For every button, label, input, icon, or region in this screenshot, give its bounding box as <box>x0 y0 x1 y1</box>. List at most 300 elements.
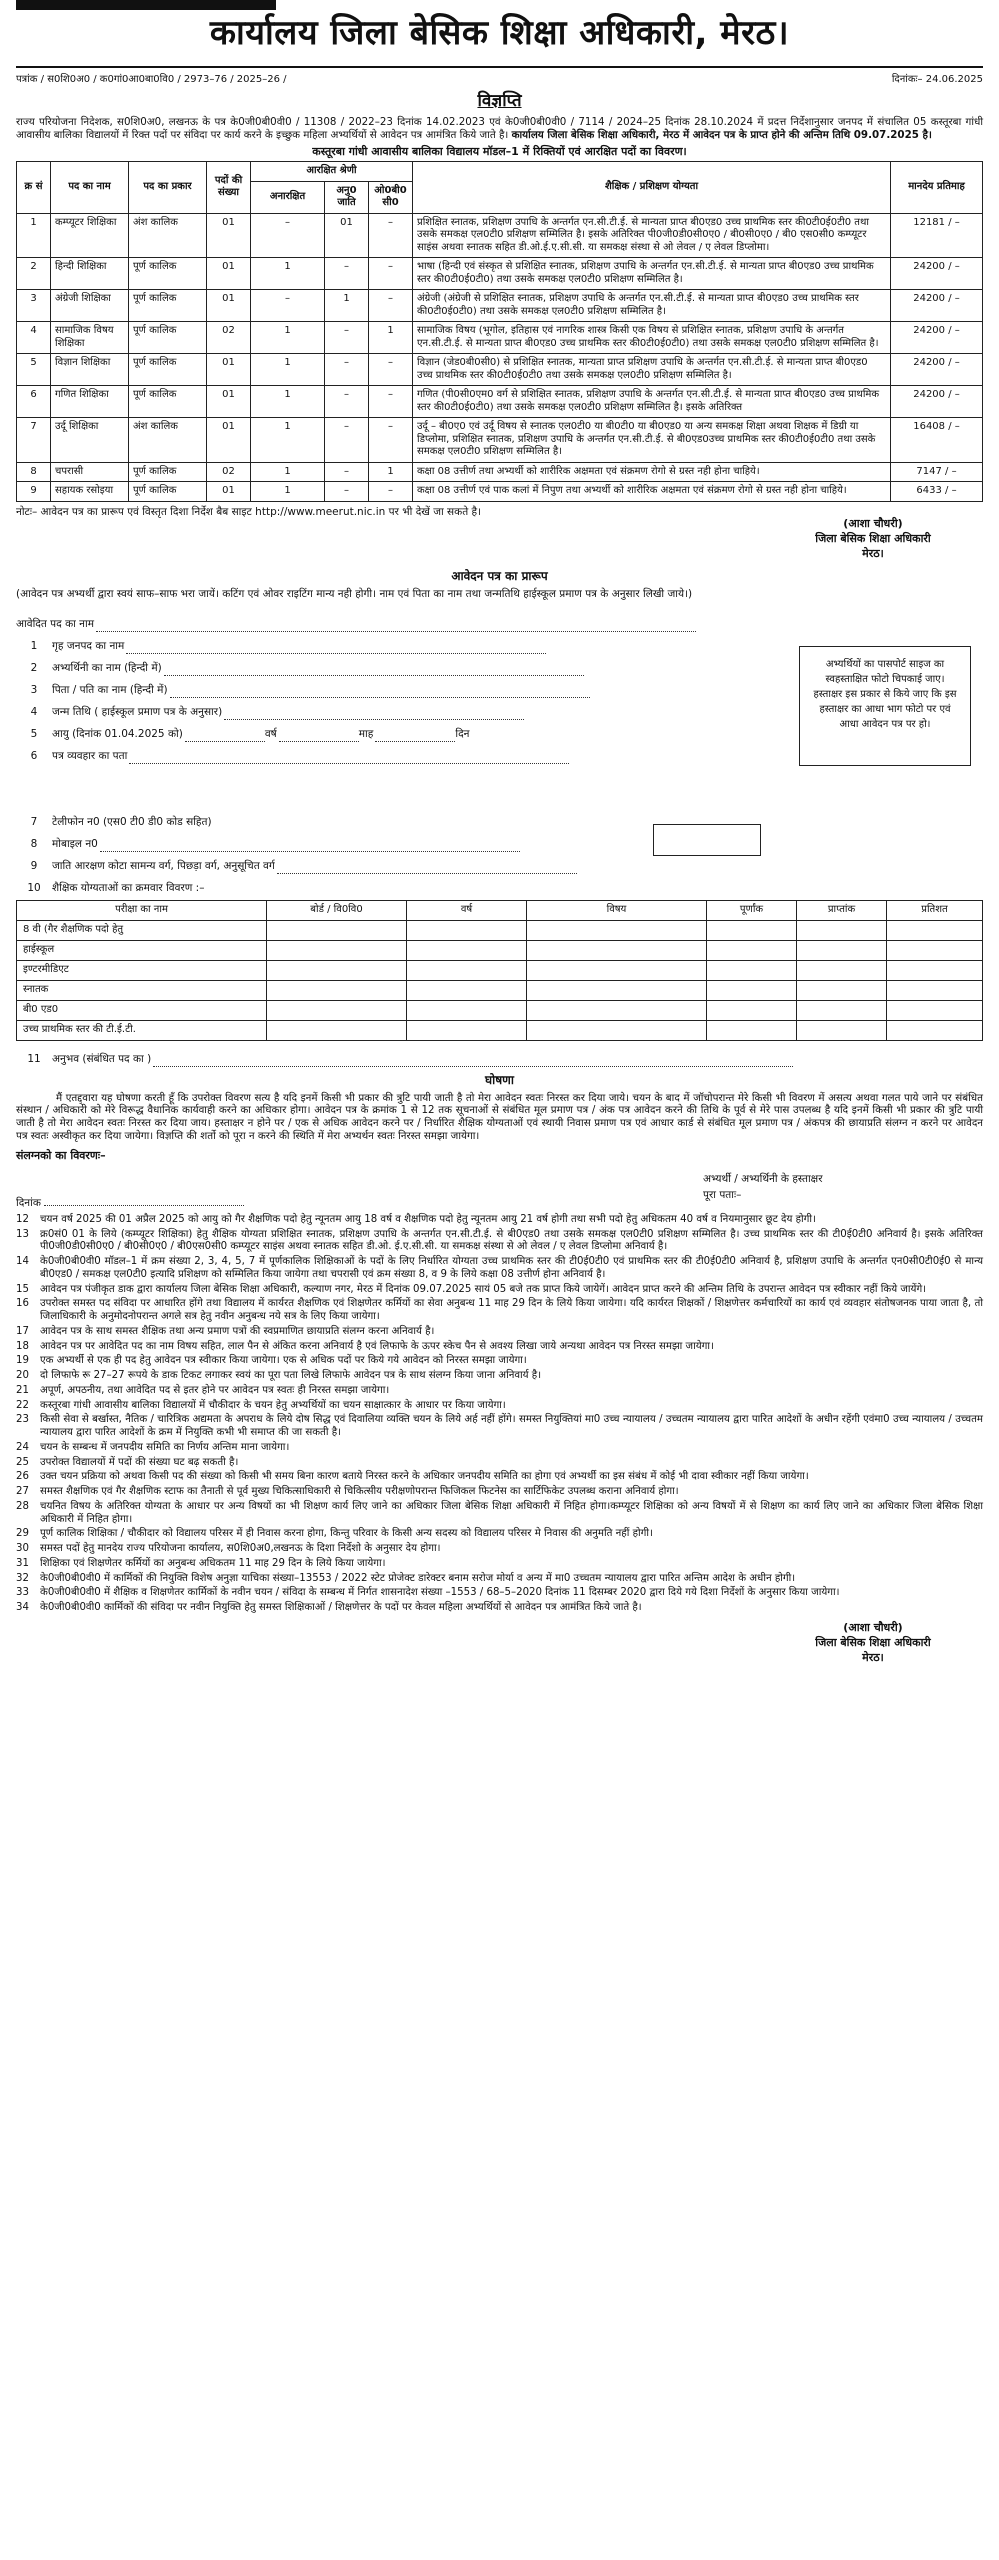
education-cell[interactable] <box>887 920 983 940</box>
vacancy-table-body <box>17 213 983 501</box>
education-row <box>17 960 983 980</box>
intro-text: राज्य परियोजना निदेशक, स0शि0अ0, लखनऊ के पत्र के0जी0बी0वी0 / 11308 / 2022–23 दिनांक 14.02.2023 एवं के0जी0बी0वी0 / 7114 / 2024–25 दिनांक 28.10.2024 में प्रदत्त निर्देशानुसार जनपद में संचालित 05 कस्तूरबा गांधी आवासीय बालिका विद्यालयों में रिक्त पदों पर संविदा पर कार्य करने के इच्छुक महिला अभ्यर्थियों से आवेदन पत्र आमंत्रित किये जाते है। <box>16 115 983 141</box>
rule-number: 33 <box>16 1587 29 1599</box>
rule-text: उपरोक्त विद्यालयों में पदों की संख्या घट बढ़ सकती है। <box>40 1456 239 1468</box>
row-honorarium: 7147 / – <box>891 462 983 482</box>
row-count: 01 <box>207 482 251 502</box>
education-cell[interactable] <box>797 1020 887 1040</box>
form-field-label: जन्म तिथि ( हाईस्कूल प्रमाण पत्र के अनुसार) <box>52 706 223 719</box>
rule-number: 34 <box>16 1602 29 1614</box>
row-type: पूर्ण कालिक <box>129 290 207 322</box>
education-cell[interactable] <box>527 980 707 1000</box>
row-honorarium: 16408 / – <box>891 418 983 463</box>
rule-number: 13 <box>16 1228 29 1240</box>
col-unreserved: अनारक्षित <box>251 181 325 213</box>
row-type: अंश कालिक <box>129 213 207 258</box>
rule-number: 16 <box>16 1298 29 1310</box>
declaration-text: मैं एतद्द्वारा यह घोषणा करती हूँ कि उपरोक्त विवरण सत्य है यदि इनमें किसी भी प्रकार की त्रुटि पायी जाती है तो मेरा आवेदन स्वतः निरस्त कर दिया जाये। चयन के बाद में जॉचोपरान्त मेरे किसी भी विवरण में असत्य अथवा गलत पाये जाने पर संबंधित संस्थान / अधिकारी को मेरे विरूद्ध वैधानिक कार्यवाही करने का अधिकार होगा। आवेदन पत्र के क्रमांक 1 से 12 तक सूचनाओं से संबंधित मूल प्रमाण पत्र / अंक पत्र आवेदन करने की तिथि के पूर्व से मेरे पास उपलब्ध है यदि इनमें किसी भी प्रकार की त्रुटि पायी जाती है तो मेरा आवेदन स्वतः निरस्त कर दिया जाय। हस्ताक्षर न होने पर / एक से अधिक आवेदन करने पर / निर्धारित शैक्षिक योग्यताओं एवं स्थायी निवास प्रमाण पत्र एवं आधार कार्ड से संबंधित मूल प्रमाण पत्र / अंकपत्र की छायाप्रति संलग्न न करने पर आवेदन पत्र स्वतः अस्वीकृत कर दिया जायेगा। विज्ञप्ति की शर्तो को पूरा न करने की स्थिति में मेरा अभ्यर्थन स्वतः निरस्त समझा जायेगा। <box>16 1091 983 1143</box>
row-type: पूर्ण कालिक <box>129 354 207 386</box>
education-col-header: विषय <box>527 900 707 920</box>
vacancy-row <box>17 290 983 322</box>
form-field-num: 9 <box>30 860 38 873</box>
row-honorarium: 24200 / – <box>891 354 983 386</box>
education-cell[interactable] <box>527 960 707 980</box>
row-sno: 8 <box>17 462 51 482</box>
form-field-input[interactable] <box>129 752 569 764</box>
rule-number: 28 <box>16 1500 29 1512</box>
notice-intro <box>16 116 983 142</box>
education-cell[interactable] <box>797 980 887 1000</box>
row-count: 01 <box>207 290 251 322</box>
age-year-label: वर्ष <box>264 728 277 741</box>
rule-number: 21 <box>16 1384 29 1396</box>
experience-label: अनुभव (संबंधित पद का ) <box>52 1053 152 1066</box>
rule-text: क्र0सं0 01 के लिये (कम्प्यूटर शिक्षिका) हेतु शैक्षिक योग्यता प्रशिक्षित स्नातक, प्रशिक्षण उपाधि के अन्तर्गत एन.सी.टी.ई. से बी0एड0 तथा उसके समकक्ष एल0टी0 प्रशिक्षण सम्मिलित है। उच्च प्राथमिक स्तर की टी0ई0टी0 अनिवार्य है। इसके अतिरिक्त पी0जी0डी0सी0ए0 / बी0सी0ए0 / बी0एस0सी0 कम्प्यूटर साइंस अथवा स्नातक सहित डी.ओ. ई.ए.सी.सी. या समकक्ष संस्था से ओ लेवल / ए लेवल डिप्लोमा अनिवार्य है। <box>40 1228 983 1253</box>
declaration-title: घोषणा <box>485 1072 514 1087</box>
rule-text: दो लिफाफे रू 27–27 रूपये के डाक टिकट लगाकर स्वयं का पूरा पता लिखे लिफाफे आवेदन पत्र के साथ संलग्न किया जाना अनिवार्य है। <box>40 1370 542 1382</box>
row-unreserved: – <box>251 213 325 258</box>
declaration-date-field[interactable] <box>44 1205 244 1206</box>
row-unreserved: 1 <box>251 354 325 386</box>
form-field-row <box>16 808 983 830</box>
rule-number: 24 <box>16 1441 29 1453</box>
rule-text: आवेदन पत्र पंजीकृत डाक द्वारा कार्यालय जिला बेसिक शिक्षा अधिकारी, कल्याण नगर, मेरठ में दिनांक 09.07.2025 सायं 05 बजे तक प्राप्त किये जायेगें। आवेदन प्राप्त करने की अन्तिम तिथि के उपरान्त आवेदन पत्र स्वीकार नहीं किये जायेंगे। <box>40 1283 927 1295</box>
rule-item <box>16 1284 983 1297</box>
education-cell[interactable] <box>407 920 527 940</box>
rule-text: चयनित विषय के अतिरिक्त योग्यता के आधार पर अन्य विषयों का भी शिक्षण कार्य लिए जाने का अधिकार जिला बेसिक शिक्षा अधिकारी में निहित होगा।कम्प्यूटर शिक्षिका को अन्य विषयों में से शिक्षण का कार्य लिए जाने का अधिकार जिला बेसिक शिक्षा अधिकारी में निहित होगा। <box>40 1500 983 1525</box>
form-field-label: जाति आरक्षण कोटा सामन्य वर्ग, पिछड़ा वर्ग, अनुसूचित वर्ग <box>52 860 275 873</box>
education-col-header: बोर्ड / वि0वि0 <box>267 900 407 920</box>
rule-text: के0जी0बी0वी0 में शैक्षिक व शिक्षणेतर कार्मिकों के नवीन चयन / संविदा के सम्बन्ध में निर्गत शासनादेश संख्या –1553 / 68–5–2020 दिनांक 11 दिसम्बर 2020 द्वारा दिये गये दिशा निर्देशों के अनुसार किया जायेगा। <box>40 1587 840 1599</box>
form-field-label: मोबाइल न0 <box>52 838 98 851</box>
row-sc: – <box>325 386 369 418</box>
rule-item <box>16 1385 983 1398</box>
rule-text: समस्त शैक्षणिक एवं गैर शैक्षणिक स्टाफ का तैनाती से पूर्व मुख्य चिकित्साधिकारी से चिकित्सीय परीक्षणोपरान्त फिजिकल फिटनेस का सार्टिफिकेट उपलब्ध कराना अनिवार्य होगा। <box>40 1486 679 1498</box>
rule-text: कस्तूरबा गांधी आवासीय बालिका विद्यालयों में चौकीदार के चयन हेतु अभ्यर्थियों का चयन साक्षात्कार के आधार पर किया जायेगा। <box>40 1399 506 1411</box>
form-title: आवेदन पत्र का प्रारूप <box>451 569 548 584</box>
row-type: पूर्ण कालिक <box>129 258 207 290</box>
col-qualification: शैक्षिक / प्रशिक्षण योग्यता <box>413 162 891 214</box>
rule-item <box>16 1298 983 1324</box>
row-count: 01 <box>207 354 251 386</box>
education-cell[interactable] <box>407 980 527 1000</box>
row-honorarium: 6433 / – <box>891 482 983 502</box>
vacancy-table <box>16 161 983 502</box>
row-count: 02 <box>207 322 251 354</box>
row-unreserved: 1 <box>251 482 325 502</box>
education-cell[interactable] <box>407 940 527 960</box>
row-type: पूर्ण कालिक <box>129 386 207 418</box>
row-sno: 5 <box>17 354 51 386</box>
row-qualification: प्रशिक्षित स्नातक, प्रशिक्षण उपाधि के अन्तर्गत एन.सी.टी.ई. से मान्यता प्राप्त बी0एड0 उच्च प्राथमिक स्तर की0टी0ई0टी0 तथा उसके समकक्ष एल0टी0 प्रशिक्षण सम्मिलित है। इसके अतिरिक्त पी0जी0डी0सी0ए0 / बी0सी0ए0 / बी0 एस0सी0 कम्प्यूटर साइंस अथवा स्नातक सहित डी.ओ.ई.ए.सी.सी. या समकक्ष संस्था से ओ लेवल / ए लेवल डिप्लोमा। <box>413 213 891 258</box>
rule-number: 15 <box>16 1283 29 1295</box>
rule-number: 20 <box>16 1370 29 1382</box>
col-sno: क्र सं <box>17 162 51 214</box>
education-cell[interactable] <box>797 1000 887 1020</box>
form-field-label: आयु (दिनांक 01.04.2025 को) <box>52 728 183 741</box>
row-count: 02 <box>207 462 251 482</box>
row-sc: – <box>325 322 369 354</box>
post-applied-row <box>16 610 983 632</box>
row-type: पूर्ण कालिक <box>129 462 207 482</box>
rule-text: अपूर्ण, अपठनीय, तथा आवेदित पद से इतर होने पर आवेदन पत्र स्वतः ही निरस्त समझा जायेगा। <box>40 1384 390 1396</box>
row-unreserved: 1 <box>251 462 325 482</box>
education-cell[interactable] <box>527 940 707 960</box>
education-col-header: प्रतिशत <box>887 900 983 920</box>
notice-title: विज्ञप्ति <box>477 90 522 111</box>
education-cell[interactable] <box>407 1020 527 1040</box>
rule-text: के0जी0बी0वी0 में कार्मिकों की नियुक्ति विशेष अनुज्ञा याचिका संख्या–13553 / 2022 स्टेट प्रोजेक्ट डारेक्टर बनाम सरोज मोर्या व अन्य में मा0 उच्चतम न्यायालय द्वारा पारित अन्तिम आदेश के अधीन होगी। <box>40 1572 796 1584</box>
rule-item <box>16 1587 983 1600</box>
rule-number: 29 <box>16 1528 29 1540</box>
experience-field[interactable] <box>153 1055 793 1067</box>
vacancy-row <box>17 258 983 290</box>
row-sno: 1 <box>17 213 51 258</box>
education-exam-name: बी0 एड0 <box>17 1000 267 1020</box>
row-unreserved: 1 <box>251 386 325 418</box>
row-post: सहायक रसोइया <box>51 482 129 502</box>
rule-item <box>16 1501 983 1527</box>
rule-item <box>16 1256 983 1282</box>
education-cell[interactable] <box>267 920 407 940</box>
vacancy-row <box>17 354 983 386</box>
education-cell[interactable] <box>267 1020 407 1040</box>
row-count: 01 <box>207 213 251 258</box>
row-obc: – <box>369 386 413 418</box>
age-month-label: माह <box>358 728 374 741</box>
photo-box: अभ्यर्थियों का पासपोर्ट साइज का स्वहस्ताक्षित फोटो चिपकाई जाए। हस्ताक्षर इस प्रकार से किये जाए कि इस हस्ताक्षर का आधा भाग फोटो पर एवं आधा आवेदन पत्र पर हो। <box>799 646 971 766</box>
row-obc: – <box>369 482 413 502</box>
rule-number: 26 <box>16 1471 29 1483</box>
row-unreserved: 1 <box>251 258 325 290</box>
rule-number: 22 <box>16 1399 29 1411</box>
education-row <box>17 1000 983 1020</box>
row-sc: 1 <box>325 290 369 322</box>
form-field-input[interactable] <box>164 664 584 676</box>
officer-name: (आशा चौधरी) <box>843 516 903 530</box>
education-cell[interactable] <box>797 940 887 960</box>
candidate-signature-block <box>703 1171 983 1210</box>
row-obc: – <box>369 418 413 463</box>
form-field-input[interactable] <box>224 708 524 720</box>
age-month-field[interactable] <box>279 730 359 742</box>
vacancy-row <box>17 386 983 418</box>
rule-number: 14 <box>16 1256 29 1268</box>
officer-name-bottom: (आशा चौधरी) <box>843 1620 903 1634</box>
post-applied-label: आवेदित पद का नाम <box>16 618 95 631</box>
education-cell[interactable] <box>887 960 983 980</box>
age-year-field[interactable] <box>185 730 265 742</box>
education-cell[interactable] <box>797 960 887 980</box>
rule-item <box>16 1528 983 1541</box>
form-field-num: 5 <box>30 728 38 741</box>
education-exam-name: 8 वी (गैर शैक्षणिक पदो हेतु <box>17 920 267 940</box>
row-sc: – <box>325 482 369 502</box>
rule-text: के0जी0बी0वी0 मॉडल–1 में क्रम संख्या 2, 3, 4, 5, 7 में पूर्णकालिक शिक्षिकाओं के पदों के लिए निर्धारित योग्यता उच्च प्राथमिक स्तर की टी0ई0टी0 एवं प्राथमिक स्तर की टी0ई0टी0 अनिवार्य है, प्रशिक्षण उपाधि के अन्तर्गत एन0सी0टी0ई0 से मान्य बी0एड0 / समकक्ष एल0टी0 इत्यादि प्रशिक्षण को सम्मिलित किया जायेगा तथा चपरासी एवं क्रम संख्या 8, व 9 के लिये कक्षा 08 उत्तीर्ण होना अनिवार्य है। <box>40 1256 983 1280</box>
education-cell[interactable] <box>707 940 797 960</box>
row-obc: 1 <box>369 462 413 482</box>
vacancy-header-row <box>17 162 983 182</box>
rule-number: 30 <box>16 1543 29 1555</box>
education-cell[interactable] <box>707 960 797 980</box>
col-sc: अनु0 जाति <box>325 181 369 213</box>
form-field-label: गृह जनपद का नाम <box>52 640 125 653</box>
row-post: कम्प्यूटर शिक्षिका <box>51 213 129 258</box>
row-sc: – <box>325 418 369 463</box>
rule-text: चयन के सम्बन्ध में जनपदीय समिति का निर्णय अन्तिम माना जायेगा। <box>40 1441 290 1453</box>
officer-signature-bottom <box>763 1621 983 1666</box>
officer-place: मेरठ। <box>862 546 884 560</box>
rule-text: चयन वर्ष 2025 की 01 अप्रैल 2025 को आयु को गैर शैक्षणिक पदो हेतु न्यूनतम आयु 18 वर्ष व शैक्षणिक पदो हेतु न्यूनतम आयु 21 वर्ष होगी तथा सभी पदो हेतु अधिकतम 40 वर्ष व नियमानुसार छूट देय होगी। <box>40 1213 816 1225</box>
row-obc: – <box>369 213 413 258</box>
row-honorarium: 24200 / – <box>891 290 983 322</box>
row-unreserved: 1 <box>251 322 325 354</box>
education-exam-name: हाईस्कूल <box>17 940 267 960</box>
education-cell[interactable] <box>267 980 407 1000</box>
education-cell[interactable] <box>267 960 407 980</box>
education-col-header: प्राप्तांक <box>797 900 887 920</box>
vacancy-row <box>17 418 983 463</box>
education-cell[interactable] <box>527 1000 707 1020</box>
intro-deadline: कार्यालय जिला बेसिक शिक्षा अधिकारी, मेरठ में आवेदन पत्र के प्राप्त होने की अन्तिम तिथि 09.07.2025 है। <box>511 128 932 141</box>
row-count: 01 <box>207 418 251 463</box>
rule-number: 25 <box>16 1456 29 1468</box>
education-cell[interactable] <box>267 1000 407 1020</box>
form-field-num: 3 <box>30 684 38 697</box>
col-post: पद का नाम <box>51 162 129 214</box>
row-obc: – <box>369 354 413 386</box>
row-post: सामाजिक विषय शिक्षिका <box>51 322 129 354</box>
row-post: चपरासी <box>51 462 129 482</box>
rule-item <box>16 1229 983 1255</box>
rule-item <box>16 1341 983 1354</box>
form-field-label: अभ्यर्थिनी का नाम (हिन्दी में) <box>52 662 162 675</box>
row-obc: – <box>369 290 413 322</box>
row-sc: – <box>325 462 369 482</box>
rule-text: आवेदन पत्र के साथ समस्त शैक्षिक तथा अन्य प्रमाण पत्रों की स्वप्रमाणित छायाप्रति संलग्न करना अनिवार्य है। <box>40 1325 435 1337</box>
form-field-input[interactable] <box>170 686 590 698</box>
rule-item <box>16 1486 983 1499</box>
education-cell[interactable] <box>707 1000 797 1020</box>
form-field-row <box>16 830 983 852</box>
row-honorarium: 24200 / – <box>891 322 983 354</box>
experience-num: 11 <box>27 1053 41 1066</box>
rule-number: 31 <box>16 1557 29 1569</box>
rule-text: आवेदन पत्र पर आवेदित पद का नाम विषय सहित, लाल पैन से अंकित करना अनिवार्य है एवं लिफाफे के ऊपर स्केच पैन से अवश्य लिखा जाये अन्यथा आवेदन पत्र निरस्त समझा जायेगा। <box>40 1340 714 1352</box>
education-cell[interactable] <box>887 980 983 1000</box>
education-cell[interactable] <box>527 920 707 940</box>
form-field-num: 2 <box>30 662 38 675</box>
rule-item <box>16 1355 983 1368</box>
rule-number: 17 <box>16 1325 29 1337</box>
form-field-row <box>16 874 983 896</box>
office-title: कार्यालय जिला बेसिक शिक्षा अधिकारी, मेरठ। <box>209 12 790 53</box>
col-honorarium: मानदेय प्रतिमाह <box>891 162 983 214</box>
row-obc: – <box>369 258 413 290</box>
rule-item <box>16 1602 983 1615</box>
rule-number: 27 <box>16 1486 29 1498</box>
row-post: हिन्दी शिक्षिका <box>51 258 129 290</box>
officer-place-bottom: मेरठ। <box>862 1650 884 1664</box>
form-field-input[interactable] <box>100 840 520 852</box>
education-cell[interactable] <box>707 980 797 1000</box>
row-sno: 6 <box>17 386 51 418</box>
post-applied-field[interactable] <box>96 620 696 632</box>
form-field-num: 1 <box>30 640 38 653</box>
row-honorarium: 24200 / – <box>891 258 983 290</box>
col-count: पदों की संख्या <box>207 162 251 214</box>
rule-text: पूर्ण कालिक शिक्षिका / चौकीदार को विद्यालय परिसर में ही निवास करना होगा, किन्तु परिवार के किसी अन्य सदस्य को विद्यालय परिसर मे निवास की अनुमति नहीं होगी। <box>40 1528 653 1540</box>
form-field-row <box>16 852 983 874</box>
education-cell[interactable] <box>407 1000 527 1020</box>
education-cell[interactable] <box>797 920 887 940</box>
vacancy-row <box>17 462 983 482</box>
row-qualification: भाषा (हिन्दी एवं संस्कृत से प्रशिक्षित स्नातक, प्रशिक्षण उपाधि के अन्तर्गत एन.सी.टी.ई. से मान्यता प्राप्त बी0एड0 उच्च प्राथमिक स्तर की0टी0ई0टी0) तथा उसके समकक्ष एल0टी0 प्रशिक्षण सम्मिलित है। <box>413 258 891 290</box>
experience-row <box>16 1045 983 1067</box>
row-qualification: विज्ञान (जेड0बी0सी0) से प्रशिक्षित स्नातक, मान्यता प्राप्त प्रशिक्षण उपाधि के अन्तर्गत एन.सी.टी.ई. से मान्यता प्राप्त बी0एड0 उच्च प्राथमिक स्तर की0टी0ई0टी0 तथा उसके समकक्ष एल0टी0 प्रशिक्षण सम्मिलित है। <box>413 354 891 386</box>
age-day-field[interactable] <box>375 730 455 742</box>
rules-list <box>16 1214 983 1615</box>
row-sno: 4 <box>17 322 51 354</box>
rule-item <box>16 1558 983 1571</box>
education-col-header: परीक्षा का नाम <box>17 900 267 920</box>
education-row <box>17 920 983 940</box>
rule-item <box>16 1442 983 1455</box>
rule-number: 19 <box>16 1355 29 1367</box>
age-day-label: दिन <box>455 728 470 741</box>
row-qualification: सामाजिक विषय (भूगोल, इतिहास एवं नागरिक शास्त्र किसी एक विषय से प्रशिक्षित स्नातक, प्रशिक्षण उपाधि के अन्तर्गत एन.सी.टी.ई. से मान्यता प्राप्त बी0एड0 उच्च प्राथमिक स्तर की0टी0ई0टी0) तथा उसके समकक्ष एल0टी0 प्रशिक्षण सम्मिलित है। <box>413 322 891 354</box>
row-type: पूर्ण कालिक <box>129 482 207 502</box>
col-obc: ओ0बी0 सी0 <box>369 181 413 213</box>
rule-number: 18 <box>16 1340 29 1352</box>
row-count: 01 <box>207 258 251 290</box>
row-sc: – <box>325 258 369 290</box>
education-table-body <box>17 920 983 1040</box>
education-exam-name: स्नातक <box>17 980 267 1000</box>
form-field-num: 7 <box>30 816 38 829</box>
education-cell[interactable] <box>707 1020 797 1040</box>
rule-item <box>16 1400 983 1413</box>
banner-top-strip <box>16 0 276 10</box>
row-type: अंश कालिक <box>129 418 207 463</box>
row-qualification: अंग्रेजी (अंग्रेजी से प्रशिक्षित स्नातक, प्रशिक्षण उपाधि के अन्तर्गत एन.सी.टी.ई. से मान्यता प्राप्त बी0एड0 उच्च प्राथमिक स्तर की0टी0ई0टी0) तथा उसके समकक्ष एल0टी0 प्रशिक्षण सम्मिलित है। <box>413 290 891 322</box>
row-post: अंग्रेजी शिक्षिका <box>51 290 129 322</box>
row-qualification: गणित (पी0सी0एम0 वर्ग से प्रशिक्षित स्नातक, प्रशिक्षण उपाधि के अन्तर्गत एन.सी.टी.ई. से मान्यता प्राप्त बी0एड0 उच्च प्राथमिक स्तर की0टी0ई0टी0) तथा उसके समकक्ष एल0टी0 प्रशिक्षण सम्मिलित है। इसके अतिरिक्त <box>413 386 891 418</box>
vacancy-row <box>17 482 983 502</box>
row-sc: – <box>325 354 369 386</box>
rule-item <box>16 1370 983 1383</box>
education-cell[interactable] <box>527 1020 707 1040</box>
row-unreserved: – <box>251 290 325 322</box>
row-sno: 9 <box>17 482 51 502</box>
education-row <box>17 980 983 1000</box>
form-field-num: 10 <box>27 882 41 895</box>
notice-date: दिनांकः– 24.06.2025 <box>891 74 983 85</box>
declaration-date-label: दिनांक <box>16 1196 41 1209</box>
row-post: गणित शिक्षिका <box>51 386 129 418</box>
education-row <box>17 1020 983 1040</box>
rule-item <box>16 1414 983 1440</box>
education-table <box>16 900 983 1041</box>
declaration-date-row <box>16 1171 244 1210</box>
row-honorarium: 24200 / – <box>891 386 983 418</box>
application-form <box>16 610 983 896</box>
rule-text: के0जी0बी0वी0 कार्मिकों की संविदा पर नवीन नियुक्ति हेतु समस्त शिक्षिकाओं / शिक्षणेत्तर के पदों पर केवल महिला अभ्यर्थियों से आवेदन पत्र आमंत्रित किये जाते है। <box>40 1602 642 1614</box>
row-type: पूर्ण कालिक <box>129 322 207 354</box>
form-field-num: 8 <box>30 838 38 851</box>
office-banner <box>16 0 983 68</box>
row-qualification: उर्दू – बी0ए0 एवं उर्दू विषय से स्नातक एल0टी0 या बी0टी0 या बी0एड0 या अन्य समकक्ष शिक्षा अथवा शिक्षक में डिग्री या डिप्लोमा, प्रशिक्षित स्नातक, प्रशिक्षण उपाधि के अन्तर्गत एन.सी.टी.ई. से बी0एड0उच्च प्राथमिक स्तर की0टी0ई0टी0 तथा उसके समकक्ष एल0टी0 प्रशिक्षण सम्मिलित है। <box>413 418 891 463</box>
col-reserved: आरक्षित श्रेणी <box>251 162 413 182</box>
enclosures-label: संलग्नको का विवरणः– <box>16 1148 106 1162</box>
row-sno: 7 <box>17 418 51 463</box>
rule-item <box>16 1471 983 1484</box>
education-cell[interactable] <box>887 940 983 960</box>
rule-text: उक्त चयन प्रक्रिया को अथवा किसी पद की संख्या को किसी भी समय बिना कारण बताये निरस्त करने के अधिकार जनपदीय समिति का होगा एवं अभ्यर्थी का इस संबंध में कोई भी दावा स्वीकार नहीं किया जायेगा। <box>40 1471 809 1483</box>
row-sc: 01 <box>325 213 369 258</box>
rule-number: 12 <box>16 1213 29 1225</box>
education-cell[interactable] <box>707 920 797 940</box>
rule-number: 32 <box>16 1572 29 1584</box>
col-type: पद का प्रकार <box>129 162 207 214</box>
rule-text: एक अभ्यर्थी से एक ही पद हेतु आवेदन पत्र स्वीकार किया जायेगा। एक से अधिक पदों पर किये गये आवेदन को निरस्त समझा जायेगा। <box>40 1355 527 1367</box>
education-cell[interactable] <box>407 960 527 980</box>
form-field-num: 4 <box>30 706 38 719</box>
education-cell[interactable] <box>887 1000 983 1020</box>
rule-item <box>16 1326 983 1339</box>
officer-signature-top <box>763 517 983 562</box>
education-cell[interactable] <box>267 940 407 960</box>
rule-text: समस्त पदों हेतु मानदेय राज्य परियोजना कार्यालय, स0शि0अ0,लखनऊ के दिशा निर्देशो के अनुसार देय होगा। <box>40 1543 441 1555</box>
form-field-input[interactable] <box>126 642 546 654</box>
reference-line <box>16 74 983 87</box>
rule-text: शिक्षिका एवं शिक्षणेतर कर्मियों का अनुबन्ध अधिकतम 11 माह 29 दिन के लिये किया जायेगा। <box>40 1557 386 1569</box>
officer-designation-bottom: जिला बेसिक शिक्षा अधिकारी <box>815 1635 931 1649</box>
caste-box[interactable] <box>653 824 761 856</box>
education-cell[interactable] <box>887 1020 983 1040</box>
education-header-row <box>17 900 983 920</box>
row-post: उर्दू शिक्षिका <box>51 418 129 463</box>
education-exam-name: इण्टरमीडिएट <box>17 960 267 980</box>
rule-number: 23 <box>16 1414 29 1426</box>
rule-item <box>16 1543 983 1556</box>
row-obc: 1 <box>369 322 413 354</box>
form-field-input[interactable] <box>277 862 577 874</box>
rule-item <box>16 1214 983 1227</box>
row-sno: 2 <box>17 258 51 290</box>
vacancy-row <box>17 322 983 354</box>
education-col-header: वर्ष <box>407 900 527 920</box>
form-instruction: (आवेदन पत्र अभ्यर्थी द्वारा स्वयं साफ–साफ भरा जायें। कटिंग एवं ओवर राइटिंग मान्य नही होगी। नाम एवं पिता का नाम तथा जन्मतिथि हाईस्कूल प्रमाण पत्र के अनुसार लिखी जाये।) <box>16 588 693 601</box>
reference-number: पत्रांक / स0शि0अ0 / क0गां0आ0बा0वि0 / 2973–76 / 2025–26 / <box>16 74 287 85</box>
row-sno: 3 <box>17 290 51 322</box>
rule-item <box>16 1573 983 1586</box>
rule-text: किसी सेवा से बर्खास्त, नैतिक / चारित्रिक अद्यमता के अपराध के लिये दोष सिद्ध एवं दिवालिया व्यक्ति चयन के लिये अर्ह नहीं होंगे। समस्त नियुक्तियां मा0 उच्च न्यायालय / उच्चतम न्यायालय द्वारा पारित आदेशों के अधीन रहेंगी एवंमा0 उच्च न्यायालय / उच्चतम न्यायालय द्वारा पारित आदेशों के क्रम में नियुक्ति कभी भी समाप्त की जा सकती है। <box>40 1414 983 1439</box>
form-field-label: पत्र व्यवहार का पता <box>52 750 128 763</box>
education-exam-name: उच्च प्राथमिक स्तर की टी.ई.टी. <box>17 1020 267 1040</box>
form-field-num: 6 <box>30 750 38 763</box>
candidate-signature-area <box>16 1171 983 1210</box>
rule-text: उपरोक्त समस्त पद संविदा पर आधारित होंगे तथा विद्यालय में कार्यरत शैक्षणिक एवं शिक्षणेतर कर्मियों का सेवा अनुबन्ध 11 माह 29 दिन के लिये किया जायेगा। यदि कार्यरत शिक्षकों / शिक्षणेत्तर कर्मचारियों का कार्य एवं व्यवहार संतोषजनक पाया जाता है, तो जिलाधिकारी के अनुमोदनोपरान्त अगले सत्र हेतु नवीन अनुबन्ध नये सत्र के लिए किया जायेगा। <box>40 1298 983 1323</box>
education-col-header: पूर्णांक <box>707 900 797 920</box>
vacancy-row <box>17 213 983 258</box>
row-qualification: कक्षा 08 उत्तीर्ण एवं पाक कलां में निपुण तथा अभ्यर्थी को शारीरिक अक्षमता एवं संक्रमण रोगो से ग्रस्त नही होना चाहिये। <box>413 482 891 502</box>
website-note: नोटः– आवेदन पत्र का प्रारूप एवं विस्तृत दिशा निर्देश बैब साइट http://www.meerut.nic.in पर भी देखें जा सकते है। <box>16 505 482 518</box>
form-field-label: टेलीफोन न0 (एस0 टी0 डी0 कोड सहित) <box>52 816 212 829</box>
vacancy-table-title: कस्तूरबा गांधी आवासीय बालिका विद्यालय मॉडल–1 में रिक्तियों एवं आरक्षित पदों का विवरण। <box>312 145 687 159</box>
candidate-signature-label: अभ्यर्थी / अभ्यर्थिनी के हस्ताक्षर <box>703 1172 823 1185</box>
candidate-address-label: पूरा पताः– <box>703 1189 742 1202</box>
